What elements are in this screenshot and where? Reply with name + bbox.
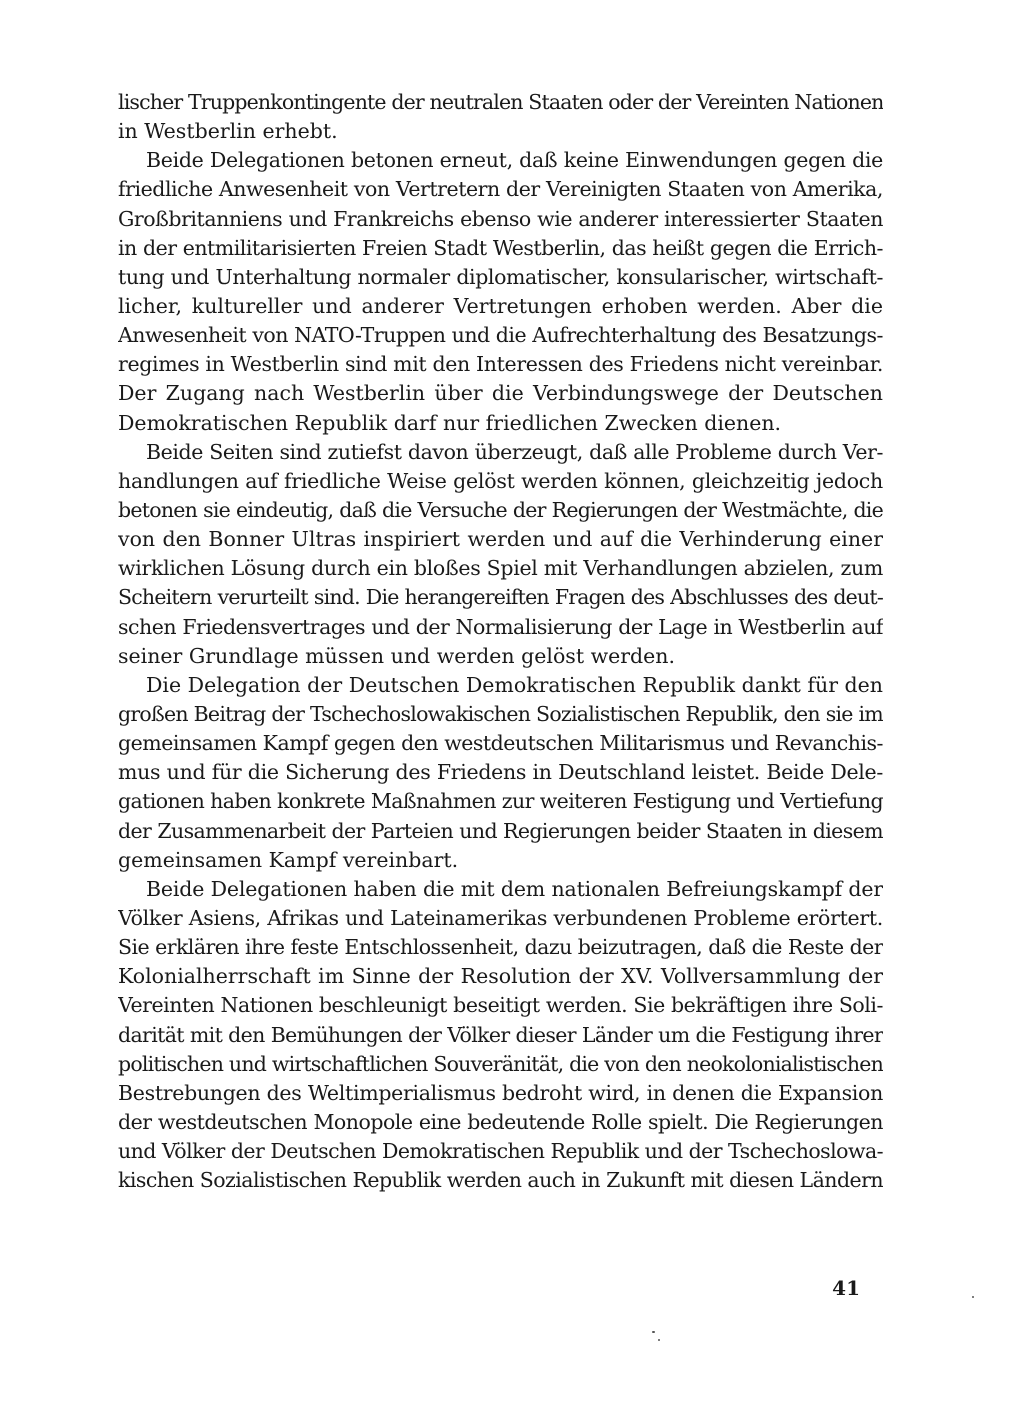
text-line: handlungen auf friedliche Weise gelöst werden können, gleichzeitig jedoch [118,468,883,493]
scan-speck [658,1339,660,1341]
text-line: schen Friedensvertrages und der Normalisierung der Lage in Westberlin auf [118,614,883,639]
text-line: in Westberlin erhebt. [118,119,338,144]
text-line: gemeinsamen Kampf gegen den westdeutschen Militarismus und Revanchis- [118,731,883,756]
text-line: Die Delegation der Deutschen Demokratischen Republik dankt für den [146,672,883,697]
text-line: Demokratischen Republik darf nur friedlichen Zwecken dienen. [118,410,782,435]
text-line: mus und für die Sicherung des Friedens in Deutschland leistet. Beide Dele- [118,760,883,785]
text-line: tung und Unterhaltung normaler diplomatischer, konsularischer, wirtschaft- [118,264,883,289]
page-number: 41 [832,1276,860,1300]
text-line: gemeinsamen Kampf vereinbart. [118,847,459,872]
text-line: Völker Asiens, Afrikas und Lateinamerikas verbundenen Probleme erörtert. [118,905,883,930]
text-line: betonen sie eindeutig, daß die Versuche der Regierungen der Westmächte, die [118,497,883,522]
text-line: Scheitern verurteilt sind. Die herangereiften Fragen des Abschlusses des deut- [118,585,883,610]
text-line: lischer Truppenkontingente der neutralen Staaten oder der Vereinten Nationen [118,90,883,114]
text-line: darität mit den Bemühungen der Völker dieser Länder um die Festigung ihrer [118,1022,883,1047]
text-line: seiner Grundlage müssen und werden gelöst werden. [118,643,676,668]
text-line: Sie erklären ihre feste Entschlossenheit, dazu beizutragen, daß die Reste der [118,935,883,960]
text-line: Kolonialherrschaft im Sinne der Resolution der XV. Vollversammlung der [118,964,883,989]
text-line: kischen Sozialistischen Republik werden auch in Zukunft mit diesen Ländern [118,1168,883,1193]
scan-speck [972,1296,974,1298]
text-line: licher, kultureller und anderer Vertretungen erhoben werden. Aber die [118,293,883,318]
text-line: Beide Seiten sind zutiefst davon überzeugt, daß alle Probleme durch Ver- [146,439,883,464]
text-line: von den Bonner Ultras inspiriert werden und auf die Verhinderung einer [118,527,883,552]
text-line: politischen und wirtschaftlichen Souveränität, die von den neokolonialistischen [118,1051,883,1076]
text-line: Anwesenheit von NATO-Truppen und die Aufrechterhaltung des Besatzungs- [118,323,883,348]
text-line: in der entmilitarisierten Freien Stadt Westberlin, das heißt gegen die Errich- [118,235,883,260]
text-line: regimes in Westberlin sind mit den Interessen des Friedens nicht vereinbar. [118,352,883,377]
body-text [118,88,883,1195]
text-line: Beide Delegationen betonen erneut, daß keine Einwendungen gegen die [146,148,883,173]
text-line: Der Zugang nach Westberlin über die Verbindungswege der Deutschen [118,381,883,406]
text-line: und Völker der Deutschen Demokratischen Republik und der Tschechoslowa- [118,1139,883,1164]
text-line: der westdeutschen Monopole eine bedeutende Rolle spielt. Die Regierungen [118,1109,883,1134]
text-line: Beide Delegationen haben die mit dem nationalen Befreiungskampf der [146,876,883,901]
text-line: Bestrebungen des Weltimperialismus bedroht wird, in denen die Expansion [118,1080,883,1105]
text-line: Vereinten Nationen beschleunigt beseitigt werden. Sie bekräftigen ihre Soli- [118,993,883,1018]
text-line: wirklichen Lösung durch ein bloßes Spiel mit Verhandlungen abzielen, zum [118,556,883,581]
text-line: friedliche Anwesenheit von Vertretern der Vereinigten Staaten von Amerika, [118,177,883,202]
text-line: Großbritanniens und Frankreichs ebenso wie anderer interessierter Staaten [118,206,883,231]
text-line: gationen haben konkrete Maßnahmen zur weiteren Festigung und Vertiefung [118,789,883,814]
scan-speck [652,1331,655,1333]
text-line: der Zusammenarbeit der Parteien und Regierungen beider Staaten in diesem [118,818,883,843]
text-line: großen Beitrag der Tschechoslowakischen Sozialistischen Republik, den sie im [118,701,883,726]
